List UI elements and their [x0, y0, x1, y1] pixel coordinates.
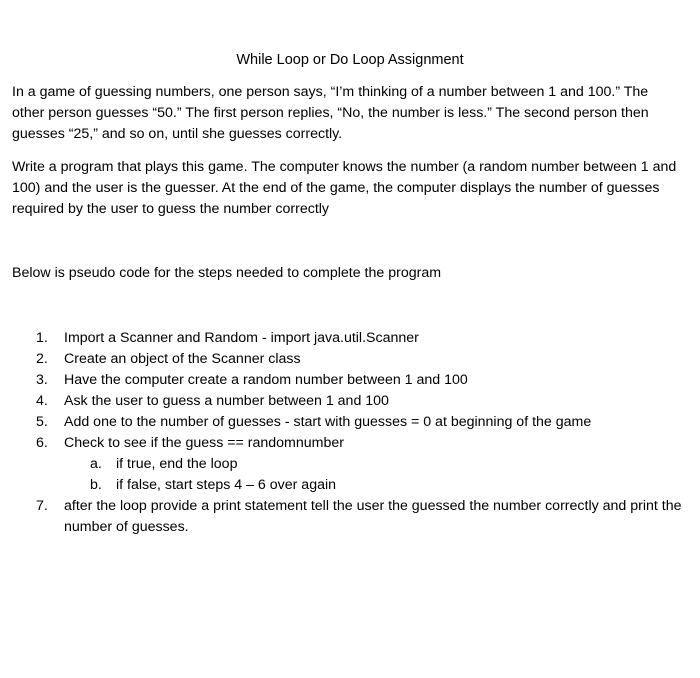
- list-item: [0, 412, 700, 433]
- list-item-number: 6.: [36, 435, 48, 451]
- steps-list: [0, 328, 700, 538]
- sub-list-item-text: if false, start steps 4 – 6 over again: [116, 477, 337, 493]
- list-item-text: Check to see if the guess == randomnumber: [64, 435, 344, 451]
- sub-list-item: [0, 475, 700, 496]
- list-item: [0, 433, 700, 454]
- sub-list-item: [0, 454, 700, 475]
- list-item: [0, 391, 700, 412]
- sub-list-item-letter: a.: [90, 456, 102, 472]
- list-item-number: 3.: [36, 372, 48, 388]
- intro-paragraph: In a game of guessing numbers, one person says, “I’m thinking of a number between 1 and 100.” The other person guesses “50.” The first person replies, “No, the number is less.” The second person then guesses “25,” and so on, until she guesses correctly.: [12, 84, 649, 142]
- list-item-text: Add one to the number of guesses - start with guesses = 0 at beginning of the game: [64, 414, 592, 430]
- list-item-number: 4.: [36, 393, 48, 409]
- list-item-text: Ask the user to guess a number between 1 and 100: [64, 393, 389, 409]
- list-item-number: 2.: [36, 351, 48, 367]
- list-item-number: 7.: [36, 498, 48, 514]
- sub-list-item-text: if true, end the loop: [116, 456, 238, 472]
- list-item-number: 1.: [36, 330, 48, 346]
- list-item-number: 5.: [36, 414, 48, 430]
- list-item-text: Have the computer create a random number between 1 and 100: [64, 372, 468, 388]
- list-item: [0, 349, 700, 370]
- sub-list-item-letter: b.: [90, 477, 102, 493]
- document-title: While Loop or Do Loop Assignment: [236, 52, 464, 68]
- list-item: [0, 496, 700, 538]
- task-paragraph: Write a program that plays this game. The computer knows the number (a random number between 1 and 100) and the user is the guesser. At the end of the game, the computer displays the number of guesses required by the user to guess the number correctly: [12, 159, 677, 217]
- list-item-text: after the loop provide a print statement tell the user the guessed the number correctly and print the number of guesses.: [64, 498, 682, 535]
- pseudocode-intro: Below is pseudo code for the steps needed to complete the program: [12, 265, 442, 281]
- list-item-text: Import a Scanner and Random - import java.util.Scanner: [64, 330, 419, 346]
- list-item-text: Create an object of the Scanner class: [64, 351, 301, 367]
- list-item: [0, 370, 700, 391]
- list-item: [0, 328, 700, 349]
